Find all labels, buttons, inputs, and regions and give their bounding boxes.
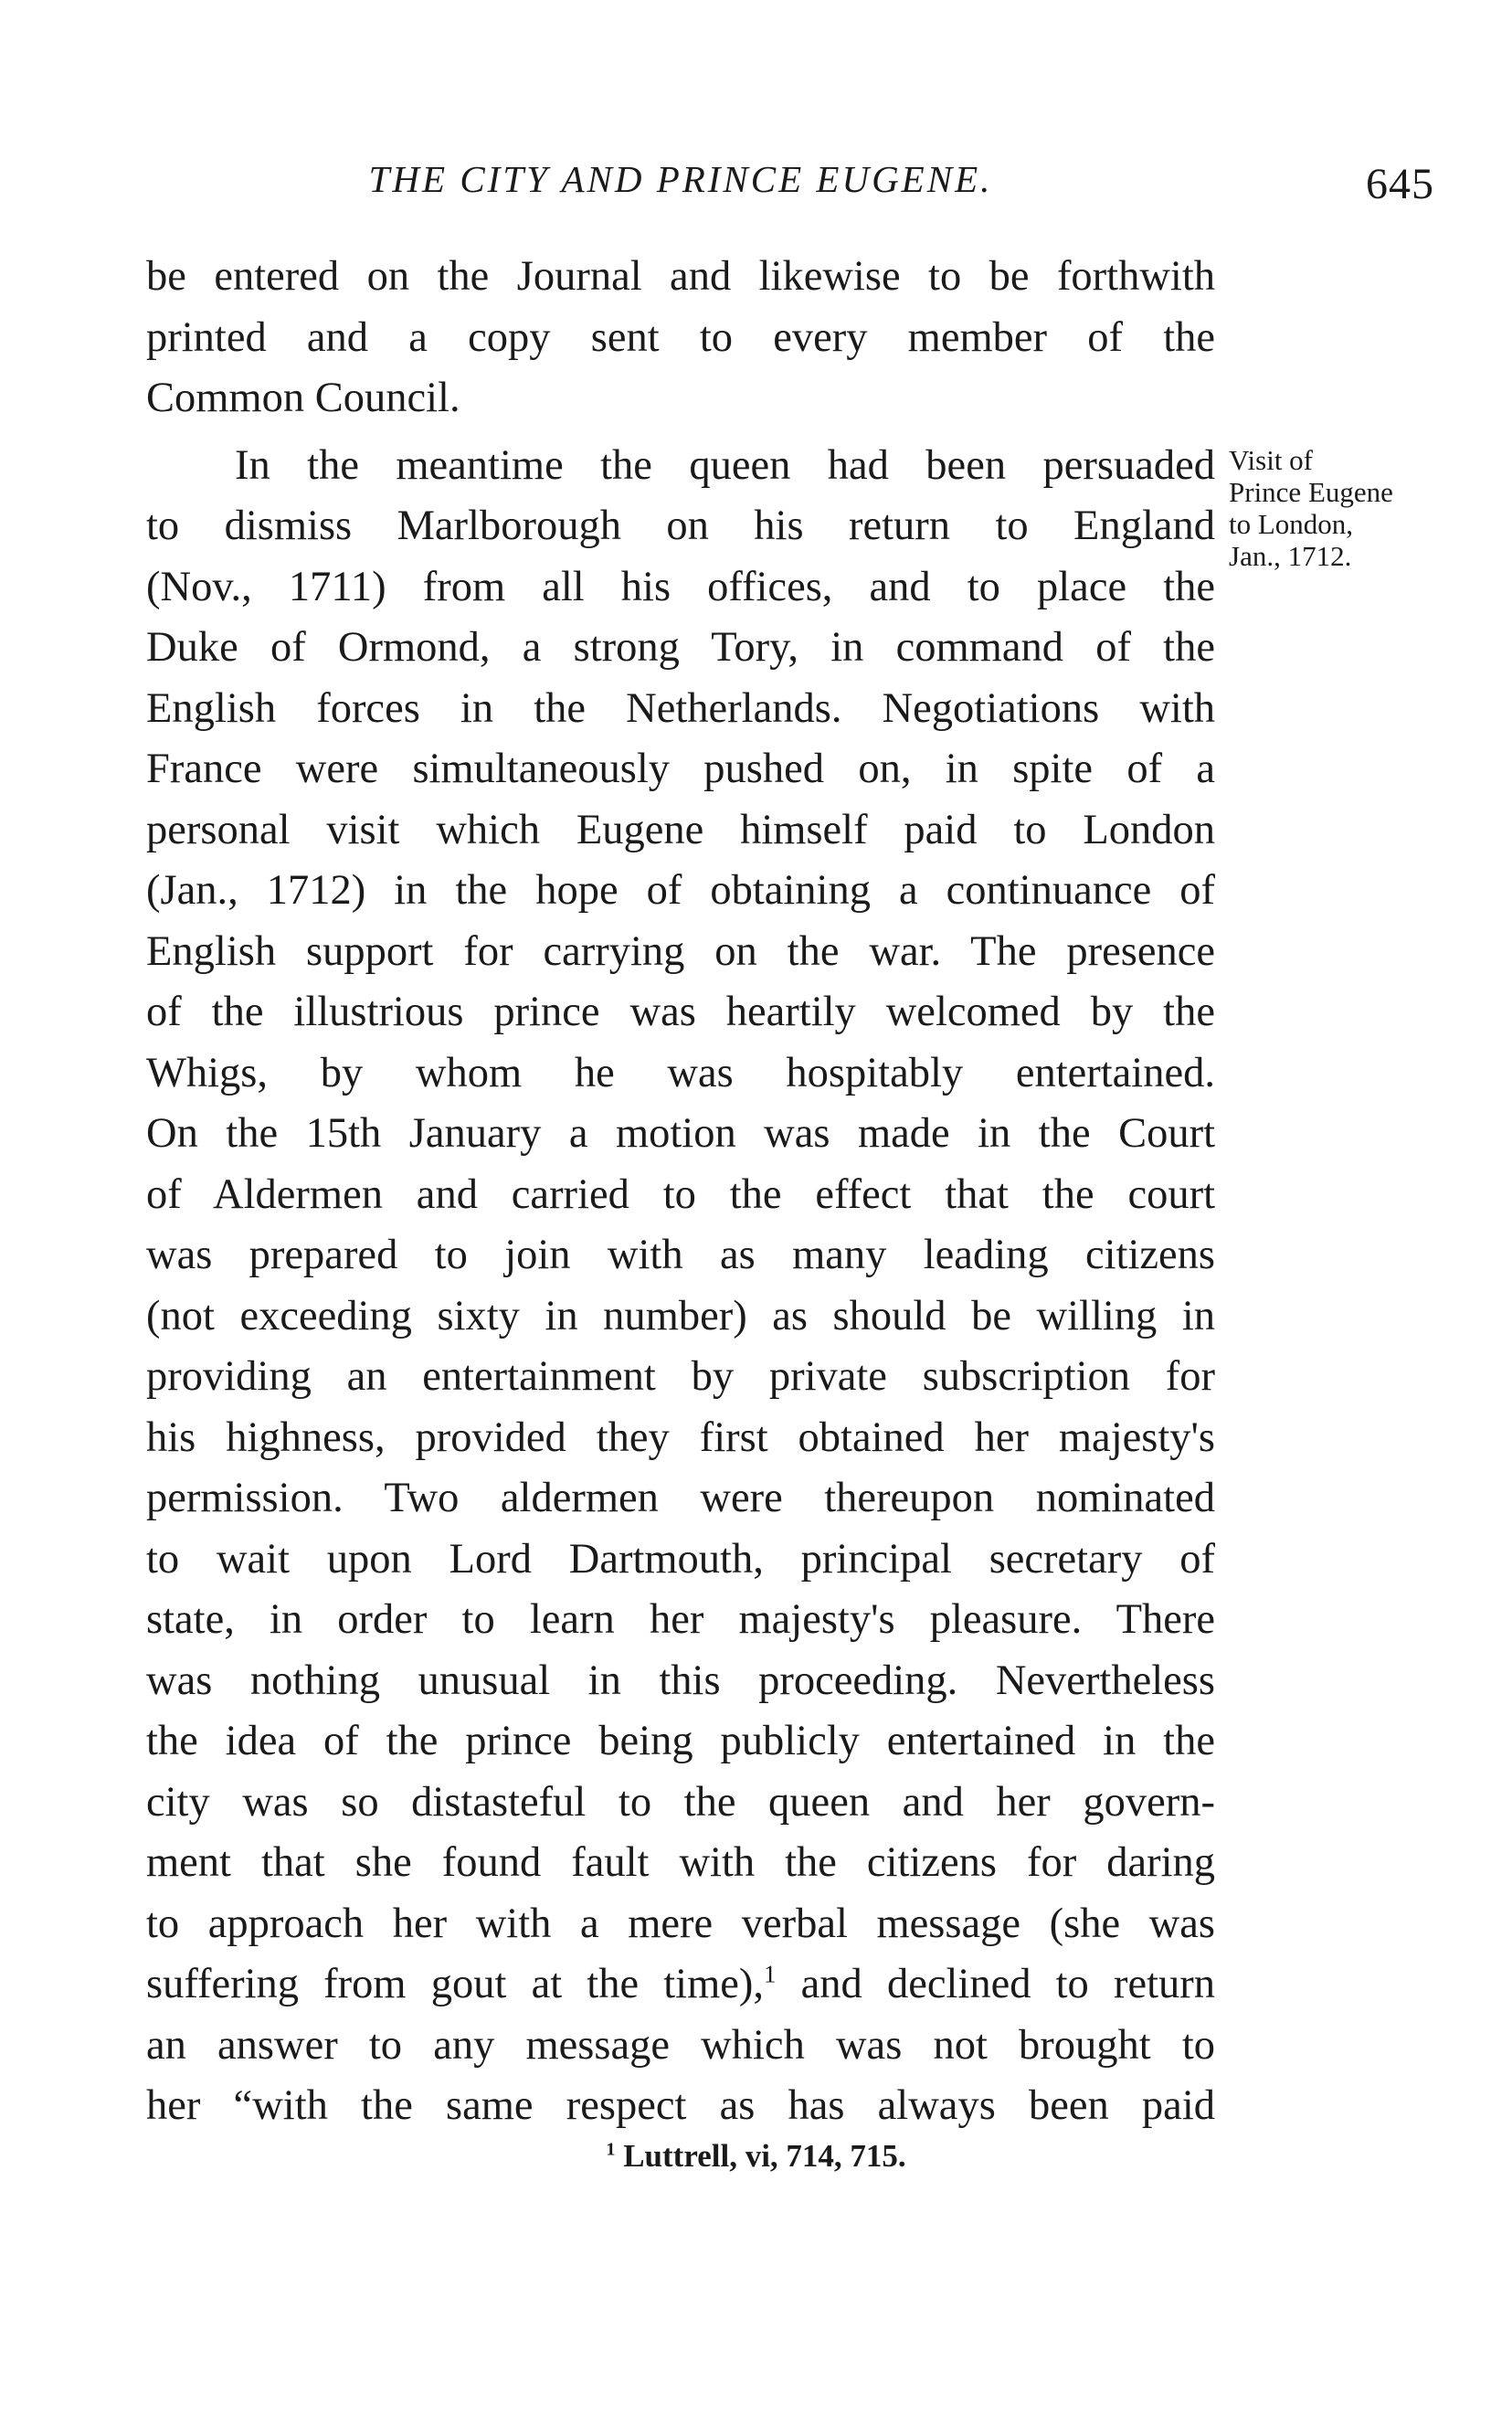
text-segment: suffering from gout at the time), xyxy=(146,1961,765,2007)
running-head-title: THE CITY AND PRINCE EUGENE. xyxy=(368,158,993,200)
text-line-with-footnote-ref xyxy=(146,1954,1215,2016)
text-line: English forces in the Netherlands. Negotiations with xyxy=(146,684,1215,732)
page-number: 645 xyxy=(1366,160,1434,208)
text-line: Common Council. xyxy=(146,375,460,421)
text-line: English support for carrying on the war. The presence xyxy=(146,927,1215,975)
text-line: to dismiss Marlborough on his return to England xyxy=(146,503,1215,549)
text-line: (Jan., 1712) in the hope of obtaining a continuance of xyxy=(146,867,1215,914)
text-line: her “with the same respect as has always been paid xyxy=(146,2082,1215,2129)
text-line: be entered on the Journal and likewise to be forthwith xyxy=(146,253,1215,300)
text-line: Whigs, by whom he was hospitably entertained. xyxy=(146,1049,1215,1096)
text-line: permission. Two aldermen were thereupon nominated xyxy=(146,1475,1215,1521)
text-segment: and declined to return xyxy=(800,1961,1216,2007)
text-line: to approach her with a mere verbal message (she was xyxy=(146,1900,1215,1947)
text-line: providing an entertainment by private subscription for xyxy=(146,1353,1215,1400)
text-line: of Aldermen and carried to the effect that the court xyxy=(146,1170,1215,1218)
text-line: (Nov., 1711) from all his offices, and to place the xyxy=(146,563,1215,610)
text-line: city was so distasteful to the queen and her govern- xyxy=(146,1778,1215,1826)
marginal-note xyxy=(1229,444,1393,572)
text-line: his highness, provided they first obtained her majesty's xyxy=(146,1413,1215,1461)
marginal-note-line: Prince Eugene xyxy=(1229,476,1393,508)
marginal-note-line: Visit of xyxy=(1229,444,1314,476)
text-line: to wait upon Lord Dartmouth, principal secretary of xyxy=(146,1535,1215,1583)
footnote-text: Luttrell, vi, 714, 715. xyxy=(623,2138,906,2174)
text-line: an answer to any message which was not brought to xyxy=(146,2021,1215,2069)
paragraph-start-line: In the meantime the queen had been persuaded xyxy=(235,441,1215,489)
footnote xyxy=(0,2138,1512,2175)
footnote-reference: 1 xyxy=(764,1960,777,1988)
text-line: of the illustrious prince was heartily welcomed by the xyxy=(146,989,1215,1035)
text-line: Duke of Ormond, a strong Tory, in command of the xyxy=(146,624,1215,671)
footnote-marker: 1 xyxy=(606,2139,616,2160)
marginal-note-line: to London, xyxy=(1229,508,1354,540)
text-line: was prepared to join with as many leading citizens xyxy=(146,1232,1215,1278)
text-line: (not exceeding sixty in number) as should be willing in xyxy=(146,1292,1215,1339)
text-line: printed and a copy sent to every member of the xyxy=(146,313,1215,361)
text-line: On the 15th January a motion was made in the Court xyxy=(146,1110,1215,1157)
body-text xyxy=(146,247,1215,2137)
marginal-note-line: Jan., 1712. xyxy=(1229,540,1352,572)
text-line: state, in order to learn her majesty's pleasure. There xyxy=(146,1596,1215,1643)
text-line: was nothing unusual in this proceeding. Nevertheless xyxy=(146,1657,1215,1704)
text-line: personal visit which Eugene himself paid to London xyxy=(146,806,1215,853)
text-line: ment that she found fault with the citizens for daring xyxy=(146,1839,1215,1886)
text-line: France were simultaneously pushed on, in spite of a xyxy=(146,746,1215,792)
text-line: the idea of the prince being publicly entertained in the xyxy=(146,1718,1215,1764)
